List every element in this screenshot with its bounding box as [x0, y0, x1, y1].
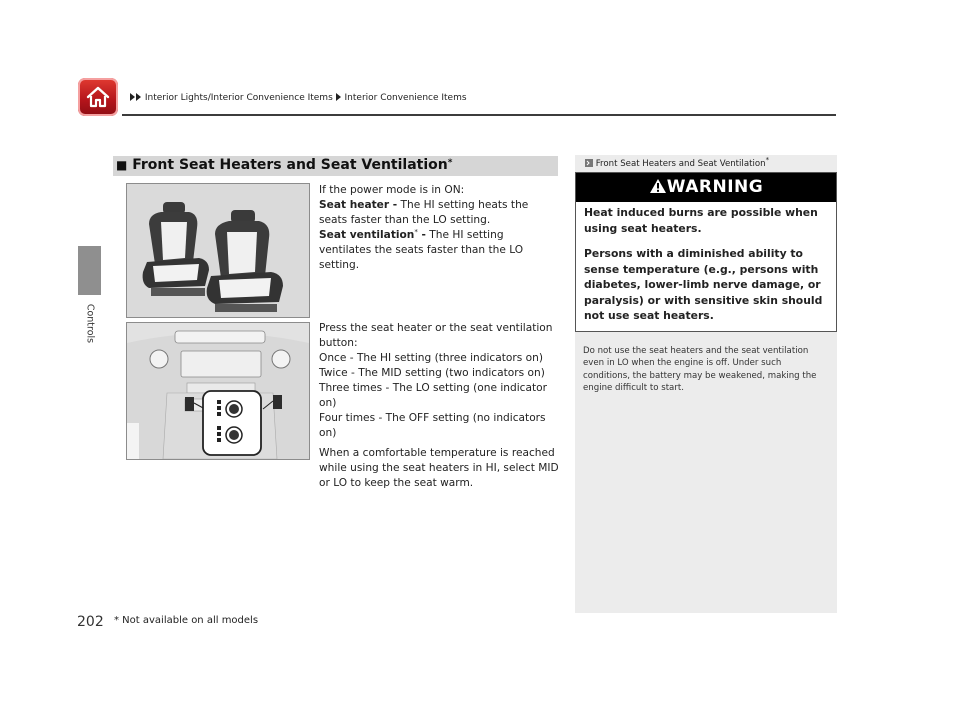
- home-button[interactable]: [78, 78, 118, 116]
- battery-note: Do not use the seat heaters and the seat ventilation even in LO when the engine is off. Under such conditions, the battery may be weakened, making the engine difficult to start.: [583, 346, 817, 393]
- sidebar-section-tab[interactable]: [78, 246, 101, 295]
- section-title: [116, 157, 452, 173]
- setting-once: Once - The HI setting (three indicators on): [319, 352, 543, 364]
- warning-header: [576, 173, 836, 202]
- setting-three-times: Three times - The LO setting (one indicator on): [319, 382, 547, 409]
- sidebar-section-label[interactable]: Controls: [84, 303, 96, 344]
- section-title-asterisk: *: [447, 158, 453, 168]
- seat-illustration: [126, 183, 310, 318]
- seat-ventilation-asterisk: *: [414, 228, 418, 236]
- warning-title: WARNING: [666, 177, 764, 197]
- note-marker-icon: [585, 159, 593, 167]
- section-title-text: Front Seat Heaters and Seat Ventilation: [132, 157, 448, 173]
- breadcrumb-arrow-icon: [130, 93, 135, 101]
- intro-text: [319, 183, 559, 273]
- seat-ventilation-text: The HI setting ventilates the seats faster than the LO setting.: [319, 229, 524, 271]
- seat-ventilation-paragraph: [319, 228, 559, 273]
- seat-ventilation-label: Seat ventilation: [319, 229, 415, 241]
- power-mode-text: If the power mode is in ON:: [319, 184, 465, 196]
- breadcrumb: [130, 93, 467, 103]
- header-divider: [122, 114, 836, 116]
- breadcrumb-link-convenience[interactable]: Interior Convenience Items: [344, 93, 467, 103]
- button-instructions: [319, 321, 562, 441]
- seat-heater-label: Seat heater -: [319, 199, 398, 211]
- warning-icon: [649, 178, 667, 194]
- console-illustration: [126, 322, 310, 460]
- page-number: 202: [77, 614, 104, 630]
- setting-four-times: Four times - The OFF setting (no indicators on): [319, 412, 546, 439]
- seat-heater-text: The HI setting heats the seats faster than the LO setting.: [319, 199, 529, 226]
- breadcrumb-link-interior-lights[interactable]: Interior Lights/Interior Convenience Items: [144, 93, 333, 103]
- press-instruction: Press the seat heater or the seat ventilation button:: [319, 322, 553, 349]
- setting-twice: Twice - The MID setting (two indicators on): [319, 367, 545, 379]
- footnote: * Not available on all models: [114, 615, 259, 626]
- warning-text: [584, 205, 828, 334]
- seat-ventilation-dash: -: [417, 229, 426, 241]
- side-panel-heading: Front Seat Heaters and Seat Ventilation*: [585, 159, 769, 169]
- warning-paragraph-2: Persons with a diminished ability to sense temperature (e.g., persons with diabetes, lower-limb nerve damage, or paralysis) or with sensitive skin should not use seat heaters.: [584, 247, 823, 322]
- breadcrumb-arrow-icon: [136, 93, 141, 101]
- home-icon: [85, 84, 111, 110]
- warning-paragraph-1: Heat induced burns are possible when using seat heaters.: [584, 206, 818, 235]
- comfort-paragraph: When a comfortable temperature is reached while using the seat heaters in HI, select MID or LO to keep the seat warm.: [319, 447, 559, 489]
- section-square-icon: ■: [116, 158, 128, 172]
- seat-heater-paragraph: [319, 198, 559, 228]
- breadcrumb-arrow-icon: [336, 93, 341, 101]
